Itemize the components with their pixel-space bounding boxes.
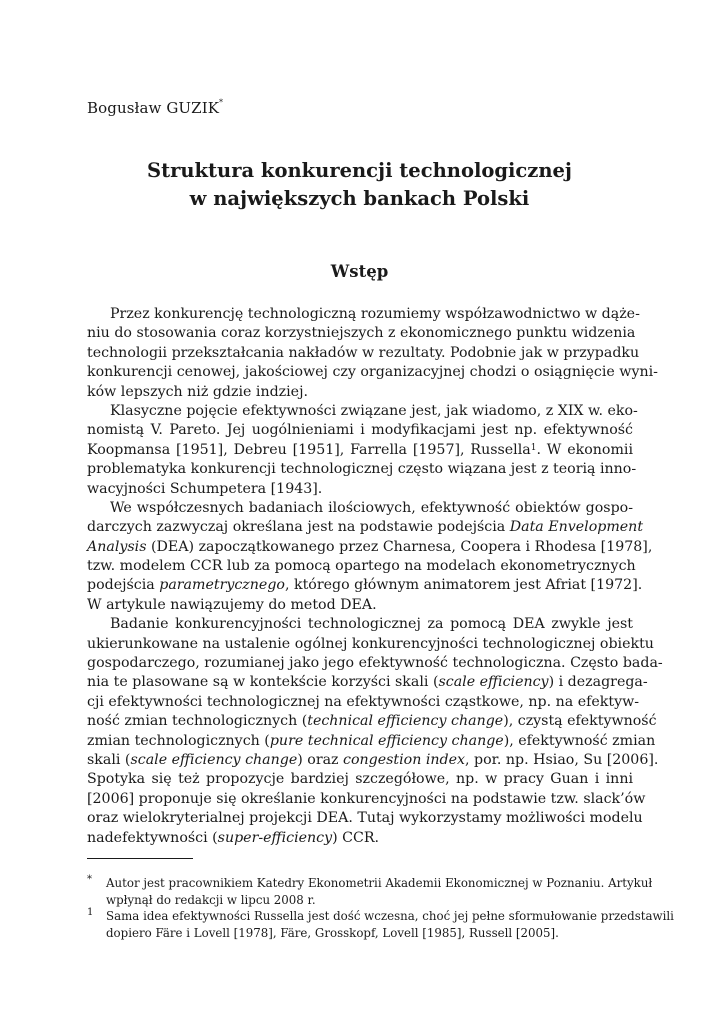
text-line: [87, 654, 663, 673]
text-run: niu do stosowania coraz korzystniejszych z ekonomicznego punktu widzenia: [87, 325, 636, 342]
text-run: [2006] proponuje się określanie konkurencyjności na podstawie tzw. slack’ów: [87, 790, 646, 807]
text-run: skali (: [87, 751, 131, 768]
text-run: Przez konkurencję technologiczną rozumiemy współzawodnictwo w dąże-: [110, 306, 640, 322]
footnote: [87, 907, 674, 941]
text-line: [87, 635, 654, 654]
text-run: ) i dezagrega-: [548, 674, 648, 691]
text-run: tzw. modelem CCR lub za pomocą opartego na modelach ekonometrycznych: [87, 558, 636, 575]
author-line: [87, 99, 223, 117]
text-run: . W ekonomii: [536, 441, 633, 458]
text-line: [87, 383, 633, 402]
text-line: [87, 324, 636, 343]
italic-run: parametrycznego: [159, 577, 285, 594]
text-run: problematyka konkurencji technologicznej często wiązana jest z teorią inno-: [87, 461, 637, 478]
paragraph: [87, 499, 653, 615]
text-line: [87, 460, 637, 479]
italic-run: Analysis: [87, 538, 147, 555]
text-run: nadefektywności (: [87, 829, 218, 846]
text-run: gospodarczego, rozumianej jako jego efektywność technologiczna. Często bada-: [87, 655, 663, 672]
text-line: [87, 480, 633, 499]
text-run: wacyjności Schumpetera [1943].: [87, 480, 323, 497]
text-line: [87, 751, 659, 770]
text-line: [87, 790, 646, 809]
paragraph: [87, 615, 663, 848]
text-run: ) CCR.: [332, 829, 380, 846]
author-footnote-mark: *: [219, 98, 224, 107]
text-run: (DEA) zapoczątkowanego przez Charnesa, Coopera i Rhodesa [1978],: [146, 538, 653, 555]
text-run: technologii przekształcania nakładów w rezultaty. Podobnie jak w przypadku: [87, 344, 640, 361]
italic-run: scale efficiency: [438, 674, 549, 691]
text-line: [87, 421, 633, 440]
footnote-separator: [87, 858, 193, 859]
text-line: [87, 305, 640, 324]
text-run: ków lepszych niż gdzie indziej.: [87, 383, 308, 400]
footnote-mark: *: [87, 874, 92, 885]
italic-run: pure technical efficiency change: [269, 732, 504, 749]
text-line: [87, 829, 633, 848]
footnote-line: dopiero Färe i Lovell [1978], Färe, Grosskopf, Lovell [1985], Russell [2005].: [106, 925, 559, 940]
italic-run: super-efficiency: [217, 829, 333, 846]
text-line: [87, 712, 657, 731]
text-run: W artykule nawiązujemy do metod DEA.: [87, 596, 377, 613]
text-run: ukierunkowane na ustalenie ogólnej konkurencyjności technologicznej obiektu: [87, 635, 654, 652]
text-run: darczych zazwyczaj określana jest na podstawie podejścia: [87, 519, 510, 536]
text-run: ) oraz: [297, 751, 344, 768]
text-line: [87, 615, 633, 634]
text-line: [87, 499, 633, 518]
text-line: [87, 363, 658, 382]
section-heading: Wstęp: [330, 262, 389, 281]
text-run: konkurencji cenowej, jakościowej czy organizacyjnej chodzi o osiągnięcie wyni-: [87, 364, 658, 381]
italic-run: congestion index: [343, 751, 466, 768]
text-line: [87, 809, 643, 828]
footnote-line: Sama idea efektywności Russella jest dość wczesna, choć jej pełne sformułowanie przedstawili: [106, 909, 674, 923]
author-surname: GUZIK: [166, 99, 220, 117]
italic-run: scale efficiency change: [130, 751, 298, 768]
footnote-line: Autor jest pracownikiem Katedry Ekonometrii Akademii Ekonomicznej w Poznaniu. Artykuł: [106, 876, 653, 890]
italic-run: technical efficiency change: [307, 713, 504, 730]
text-line: [87, 576, 643, 595]
text-line: [87, 441, 633, 460]
footnote-mark: 1: [87, 907, 94, 918]
text-line: [87, 596, 633, 615]
text-run: ), czystą efektywność: [503, 713, 657, 730]
text-line: [87, 538, 653, 557]
text-run: nia te plasowane są w kontekście korzyści skali (: [87, 674, 439, 691]
title-line-2: w największych bankach Polski: [189, 187, 530, 210]
author-first-name: Bogusław: [87, 99, 162, 117]
footnotes: [87, 874, 674, 941]
text-run: ), efektywność zmian: [503, 732, 656, 749]
body-text: [87, 305, 663, 848]
text-run: oraz wielokryterialnej projekcji DEA. Tutaj wykorzystamy możliwości modelu: [87, 810, 643, 827]
text-run: Badanie konkurencyjności technologicznej za pomocą DEA zwykle jest: [110, 616, 633, 633]
text-line: [87, 732, 656, 751]
italic-run: Data Envelopment: [509, 519, 644, 536]
text-line: [87, 402, 638, 421]
text-line: [87, 518, 644, 537]
text-run: ność zmian technologicznych (: [87, 713, 308, 730]
text-line: [87, 693, 640, 712]
article-title: [87, 157, 632, 213]
text-line: [87, 557, 636, 576]
footnote-line: wpłynął do redakcji w lipcu 2008 r.: [106, 892, 316, 907]
footnote-ref: 1: [530, 442, 537, 453]
text-run: zmian technologicznych (: [87, 732, 270, 749]
text-line: [87, 673, 648, 692]
text-line: [87, 770, 633, 789]
text-run: , którego głównym animatorem jest Afriat [1972].: [284, 577, 643, 594]
text-run: cji efektywności technologicznej na efektywności cząstkowe, np. na efektyw-: [87, 693, 640, 710]
text-run: Spotyka się też propozycje bardziej szczegółowe, np. w pracy Guan i inni: [87, 771, 633, 788]
title-line-1: Struktura konkurencji technologicznej: [147, 159, 572, 182]
text-line: [87, 344, 640, 363]
text-run: Klasyczne pojęcie efektywności związane jest, jak wiadomo, z XIX w. eko-: [110, 402, 638, 419]
text-run: We współczesnych badaniach ilościowych, efektywność obiektów gospo-: [110, 499, 633, 516]
text-run: Koopmansa [1951], Debreu [1951], Farrella [1957], Russella: [87, 441, 531, 458]
text-run: podejścia: [87, 577, 160, 594]
text-run: , por. np. Hsiao, Su [2006].: [465, 751, 659, 768]
footnote: [87, 874, 653, 908]
paragraph: [87, 305, 658, 402]
paragraph: [87, 402, 638, 499]
text-run: nomistą V. Pareto. Jej uogólnieniami i modyfikacjami jest np. efektywność: [87, 422, 633, 439]
